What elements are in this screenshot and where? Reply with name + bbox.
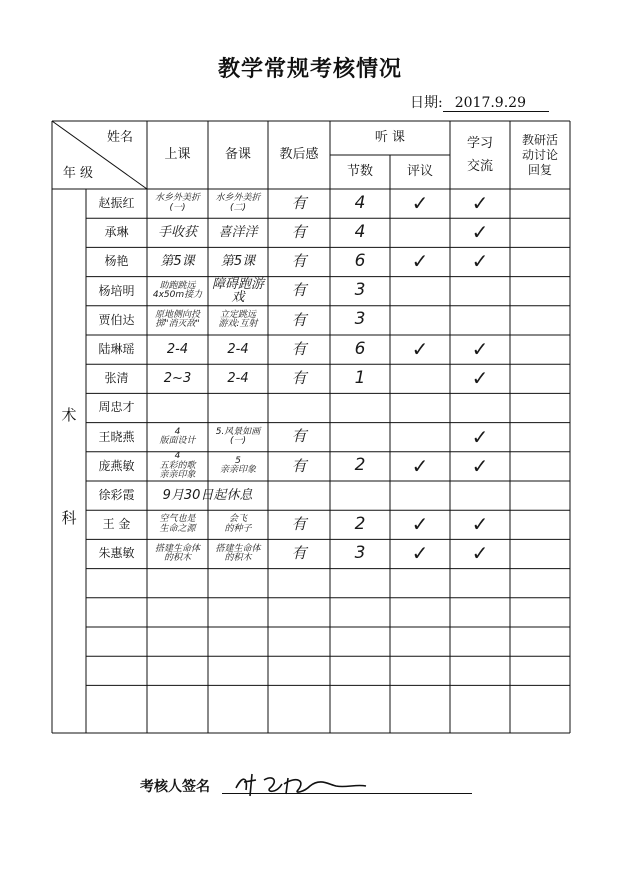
date-value: 2017.9.29	[443, 95, 549, 112]
prep-entry: 5 亲亲印象	[219, 455, 256, 476]
observation-count: 3	[354, 543, 366, 564]
comment-check-icon: ✓	[411, 191, 429, 216]
prep-entry: 第5课	[220, 254, 256, 270]
observation-count: 3	[354, 309, 366, 330]
exchange-check-icon: ✓	[471, 453, 489, 478]
observation-count: 4	[354, 192, 366, 213]
lesson-entry: 水乡外美折 (一)	[154, 193, 200, 213]
handwritten-signature	[232, 770, 372, 800]
teacher-name: 王 金	[102, 517, 131, 532]
teacher-name: 杨培明	[98, 283, 135, 298]
header-jieshu: 节数	[346, 163, 373, 179]
observation-count: 3	[354, 280, 366, 301]
exchange-check-icon: ✓	[471, 220, 489, 245]
header-tingke: 听 课	[374, 129, 406, 145]
lesson-entry: 2~3	[163, 370, 192, 386]
exchange-check-icon: ✓	[471, 366, 489, 391]
header-xuexi: 学习 交流	[466, 135, 493, 174]
comment-check-icon: ✓	[411, 249, 429, 274]
exchange-check-icon: ✓	[471, 249, 489, 274]
lesson-entry: 4 五彩的歌 亲亲印象	[159, 451, 196, 481]
prep-entry: 会飞 的种子	[224, 514, 252, 534]
reflection-entry: 有	[291, 281, 307, 300]
reflection-entry: 有	[291, 427, 307, 446]
lesson-entry: 手收获	[157, 224, 197, 240]
comment-check-icon: ✓	[411, 453, 429, 478]
reflection-entry: 有	[291, 339, 307, 358]
header-jiaoyan: 教研活 动讨论 回复	[521, 132, 558, 177]
grade-char-2: 科	[61, 508, 77, 527]
exchange-check-icon: ✓	[471, 512, 489, 537]
observation-count: 1	[354, 367, 366, 388]
lesson-entry: 空气也是 生命之源	[159, 514, 196, 534]
reflection-entry: 有	[291, 368, 307, 387]
lesson-entry: 第5课	[160, 254, 195, 270]
prep-entry: 搭建生命体 的积木	[215, 543, 261, 563]
teacher-name: 朱惠敏	[98, 546, 135, 561]
observation-count: 6	[354, 338, 366, 359]
teacher-name: 贾伯达	[98, 312, 135, 327]
grade-char-1: 术	[61, 405, 77, 424]
reflection-entry: 有	[291, 544, 307, 563]
header-jiaohougan: 教后感	[279, 146, 319, 162]
prep-entry: 障碍跑游戏	[211, 276, 264, 306]
teacher-name: 庞燕敏	[98, 458, 135, 473]
comment-check-icon: ✓	[411, 541, 429, 566]
prep-entry: 2-4	[227, 341, 249, 357]
lesson-entry: 搭建生命体 的积木	[154, 543, 200, 563]
teacher-name: 张清	[104, 371, 129, 386]
reflection-entry: 有	[291, 310, 307, 329]
prep-entry: 立定跳远 游戏:互射	[218, 309, 258, 330]
prep-entry: 水乡外美折 (二)	[215, 193, 261, 213]
date-label: 日期:	[410, 95, 443, 111]
header-pingyi: 评议	[406, 163, 433, 179]
reflection-entry: 有	[291, 252, 307, 271]
lesson-entry: 2-4	[166, 341, 189, 357]
lesson-entry: 9月30日起休息	[162, 487, 253, 503]
teacher-name: 王晓燕	[98, 429, 135, 444]
exchange-check-icon: ✓	[471, 541, 489, 566]
signature-label: 考核人签名	[140, 779, 210, 795]
observation-count: 2	[354, 455, 366, 476]
prep-entry: 2-4	[227, 370, 249, 386]
header-grade-label: 年 级	[62, 165, 94, 181]
comment-check-icon: ✓	[411, 512, 429, 537]
prep-entry: 5.风景如画(一)	[215, 426, 261, 447]
header-shangke: 上课	[164, 146, 191, 162]
lesson-entry: 助跑跳远 4x50m接力	[152, 280, 203, 301]
teacher-name: 赵振红	[98, 196, 135, 211]
reflection-entry: 有	[291, 193, 307, 212]
comment-check-icon: ✓	[411, 337, 429, 362]
exchange-check-icon: ✓	[471, 424, 489, 449]
teacher-name: 承琳	[104, 225, 129, 240]
observation-count: 2	[354, 513, 366, 534]
reflection-entry: 有	[291, 456, 307, 475]
reflection-entry: 有	[291, 514, 307, 533]
teacher-name: 杨艳	[104, 254, 129, 269]
exchange-check-icon: ✓	[471, 337, 489, 362]
lesson-entry: 4 版面设计	[159, 426, 196, 447]
observation-count: 4	[354, 221, 366, 242]
header-beike: 备课	[224, 146, 251, 162]
exchange-check-icon: ✓	[471, 191, 489, 216]
header-name-label: 姓名	[106, 129, 133, 145]
teacher-name: 陆琳瑶	[98, 342, 135, 357]
lesson-entry: 原地侧向投 掷"消灭敌"	[154, 309, 200, 330]
teacher-name: 周忠才	[98, 400, 135, 415]
observation-count: 6	[354, 251, 366, 272]
page-title: 教学常规考核情况	[217, 56, 402, 82]
teacher-name: 徐彩霞	[98, 488, 135, 503]
reflection-entry: 有	[291, 222, 307, 241]
prep-entry: 喜洋洋	[218, 224, 258, 240]
